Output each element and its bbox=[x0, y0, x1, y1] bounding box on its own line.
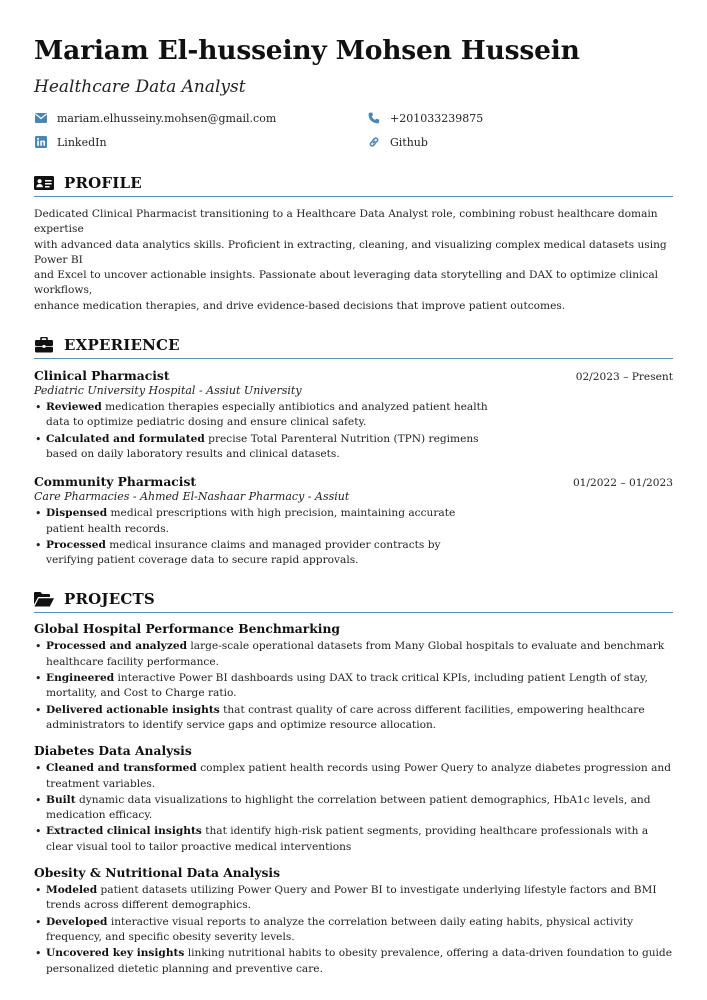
list-item: • Engineered interactive Power BI dashboards using DAX to track critical KPIs, including patient Length of stay, mortality, and Cost to Charge ratio. bbox=[34, 671, 673, 702]
candidate-role: Healthcare Data Analyst bbox=[34, 77, 246, 97]
list-item: • Processed and analyzed large-scale operational datasets from Many Global hospitals to evaluate and benchmark healthcare facility performance. bbox=[34, 639, 673, 670]
list-item: • Extracted clinical insights that identify high-risk patient segments, providing healthcare professionals with a clear visual tool to tailor proactive medical interventions bbox=[34, 824, 673, 855]
github-text[interactable]: Github bbox=[390, 135, 428, 149]
contact-linkedin[interactable] bbox=[34, 134, 107, 150]
job-title: Community Pharmacist bbox=[34, 474, 197, 490]
profile-line: and Excel to uncover actionable insights. Passionate about leveraging data storytelling and DAX to optimize clinical workflows, bbox=[34, 269, 659, 297]
job-title: Clinical Pharmacist bbox=[34, 368, 170, 384]
email-text[interactable]: mariam.elhusseiny.mohsen@gmail.com bbox=[57, 111, 277, 125]
profile-title: PROFILE bbox=[64, 174, 142, 192]
list-item: • Cleaned and transformed complex patient health records using Power Query to analyze diabetes progression and treatment variables. bbox=[34, 761, 673, 792]
linkedin-icon bbox=[34, 135, 48, 149]
list-item: • Modeled patient datasets utilizing Power Query and Power BI to investigate underlying lifestyle factors and BMI trends across different demographics. bbox=[34, 883, 673, 914]
briefcase-icon bbox=[34, 337, 54, 353]
project-bullets bbox=[34, 883, 673, 977]
project-title: Obesity & Nutritional Data Analysis bbox=[34, 865, 280, 881]
folder-open-icon bbox=[34, 591, 54, 607]
list-item: • Dispensed medical prescriptions with high precision, maintaining accurate patient health records. bbox=[34, 506, 673, 537]
project-bullets bbox=[34, 639, 673, 733]
job-entry bbox=[34, 368, 673, 462]
job-bullets bbox=[34, 506, 673, 568]
id-card-icon bbox=[34, 175, 54, 191]
list-item: • Processed medical insurance claims and managed provider contracts by verifying patient coverage data to secure rapid approvals. bbox=[34, 538, 673, 569]
list-item: • Reviewed medication therapies especially antibiotics and analyzed patient health data to optimize pediatric dosing and ensure clinical safety. bbox=[34, 400, 673, 431]
candidate-name: Mariam El-husseiny Mohsen Hussein bbox=[34, 35, 580, 66]
linkedin-text[interactable]: LinkedIn bbox=[57, 135, 107, 149]
list-item: • Delivered actionable insights that contrast quality of care across different facilities, empowering healthcare administrators to identify service gaps and optimize resource allocation. bbox=[34, 703, 673, 734]
list-item: • Uncovered key insights linking nutritional habits to obesity prevalence, offering a data-driven foundation to guide personalized dietetic planning and preventive care. bbox=[34, 946, 673, 977]
list-item: • Developed interactive visual reports to analyze the correlation between daily eating habits, physical activity frequency, and specific obesity severity levels. bbox=[34, 915, 673, 946]
profile-line: enhance medication therapies, and drive evidence-based decisions that improve patient outcomes. bbox=[34, 299, 566, 312]
phone-text[interactable]: +201033239875 bbox=[390, 111, 484, 125]
email-icon bbox=[34, 111, 48, 125]
job-organization: Care Pharmacies - Ahmed El-Nashaar Pharmacy - Assiut bbox=[34, 490, 350, 504]
projects-title: PROJECTS bbox=[64, 590, 155, 609]
projects-section bbox=[34, 588, 673, 976]
job-entry bbox=[34, 474, 673, 568]
list-item: • Built dynamic data visualizations to highlight the correlation between patient demographics, HbA1c levels, and medication efficacy. bbox=[34, 793, 673, 824]
list-item: • Calculated and formulated precise Total Parenteral Nutrition (TPN) regimens based on daily laboratory results and clinical datasets. bbox=[34, 432, 673, 463]
contact-phone[interactable] bbox=[367, 110, 483, 126]
contact-info bbox=[34, 110, 673, 156]
experience-section bbox=[34, 334, 673, 568]
profile-header bbox=[34, 172, 673, 197]
project-entry bbox=[34, 621, 673, 733]
job-date: 01/2022 – 01/2023 bbox=[572, 477, 673, 490]
contact-email[interactable] bbox=[34, 110, 276, 126]
phone-icon bbox=[367, 111, 381, 125]
contact-github[interactable] bbox=[367, 134, 428, 150]
job-bullets bbox=[34, 400, 673, 462]
profile-summary bbox=[34, 207, 673, 314]
job-date: 02/2023 – Present bbox=[575, 371, 673, 384]
project-bullets bbox=[34, 761, 673, 855]
profile-section bbox=[34, 172, 673, 314]
experience-title: EXPERIENCE bbox=[64, 336, 180, 355]
project-title: Global Hospital Performance Benchmarking bbox=[34, 621, 340, 637]
project-entry bbox=[34, 743, 673, 855]
profile-line: with advanced data analytics skills. Proficient in extracting, cleaning, and visualizing complex medical datasets using Power BI bbox=[34, 238, 667, 266]
job-organization: Pediatric University Hospital - Assiut University bbox=[34, 384, 302, 398]
link-icon bbox=[367, 135, 381, 149]
profile-line: Dedicated Clinical Pharmacist transitioning to a Healthcare Data Analyst role, combining robust healthcare domain expertise bbox=[34, 208, 658, 236]
project-entry bbox=[34, 865, 673, 977]
project-title: Diabetes Data Analysis bbox=[34, 743, 192, 759]
projects-header bbox=[34, 588, 673, 613]
experience-header bbox=[34, 334, 673, 359]
